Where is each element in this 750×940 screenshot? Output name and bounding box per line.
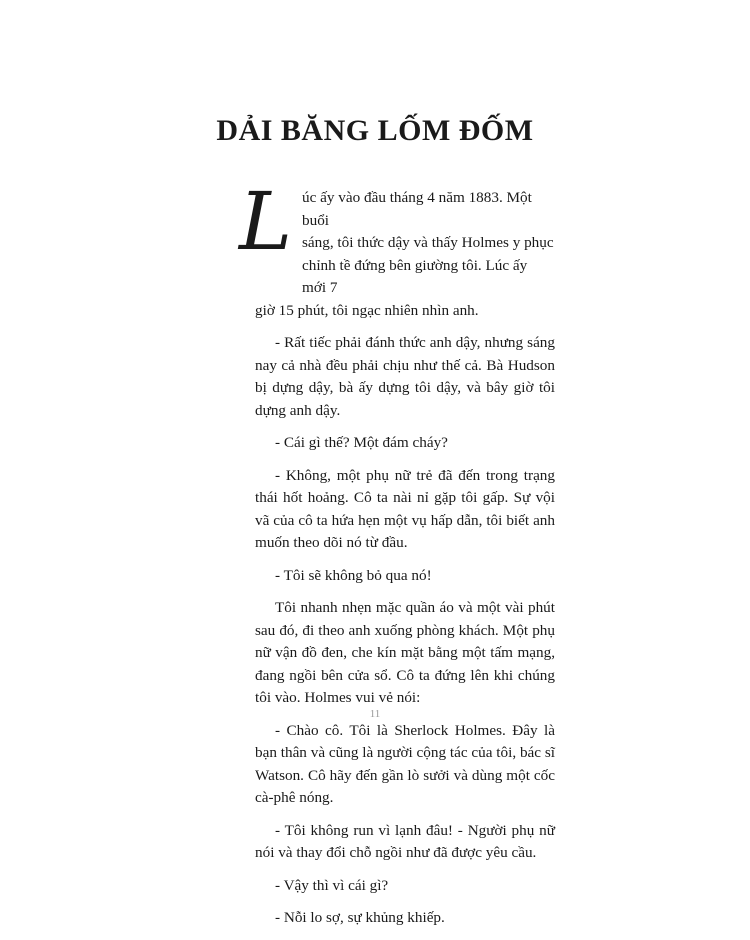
opening-line: úc ấy vào đầu tháng 4 năm 1883. Một buổi <box>302 189 532 229</box>
paragraph: - Chào cô. Tôi là Sherlock Holmes. Đây là bạn thân và cũng là người cộng tác của tôi, bác sĩ Watson. Cô hãy đến gần lò sưởi và dùng một cốc cà-phê nóng. <box>255 721 555 806</box>
paragraph: - Không, một phụ nữ trẻ đã đến trong trạng thái hốt hoảng. Cô ta nài nỉ gặp tôi gấp. Sự vội vã của cô ta hứa hẹn một vụ hấp dẫn, tôi biết anh muốn theo dõi nó từ đầu. <box>255 466 555 551</box>
paragraph: - Vậy thì vì cái gì? <box>275 876 389 894</box>
opening-line: sáng, tôi thức dậy và thấy Holmes y phục <box>302 234 554 251</box>
paragraph: - Tôi sẽ không bỏ qua nó! <box>275 566 432 584</box>
paragraph: - Nỗi lo sợ, sự khủng khiếp. <box>275 909 445 926</box>
opening-line: giờ 15 phút, tôi ngạc nhiên nhìn anh. <box>255 301 479 319</box>
paragraph: - Tôi không run vì lạnh đâu! - Người phụ nữ nói và thay đổi chỗ ngồi như đã được yêu cầu. <box>255 821 555 861</box>
paragraph: - Rất tiếc phải đánh thức anh dậy, nhưng sáng nay cả nhà đều phải chịu như thế cả. Bà Hudson bị dựng dậy, bà ấy dựng tôi dậy, và bây giờ tôi dựng anh dậy. <box>255 334 555 419</box>
drop-cap: L <box>239 175 293 268</box>
paragraph: Tôi nhanh nhẹn mặc quần áo và một vài phút sau đó, đi theo anh xuống phòng khách. Một phụ nữ vận đồ đen, che kín mặt bằng một tấm mạng, đang ngồi bên cửa sổ. Cô ta đứng lên khi chúng tôi vào. Holmes vui vẻ nói: <box>255 599 555 706</box>
opening-line: chỉnh tề đứng bên giường tôi. Lúc ấy mới 7 <box>302 256 528 296</box>
chapter-body <box>239 175 555 940</box>
page-number: 11 <box>369 708 381 720</box>
opening-paragraph <box>239 175 555 322</box>
chapter-title: DẢI BĂNG LỐM ĐỐM <box>216 114 534 147</box>
paragraph: - Cái gì thế? Một đám cháy? <box>275 434 448 451</box>
